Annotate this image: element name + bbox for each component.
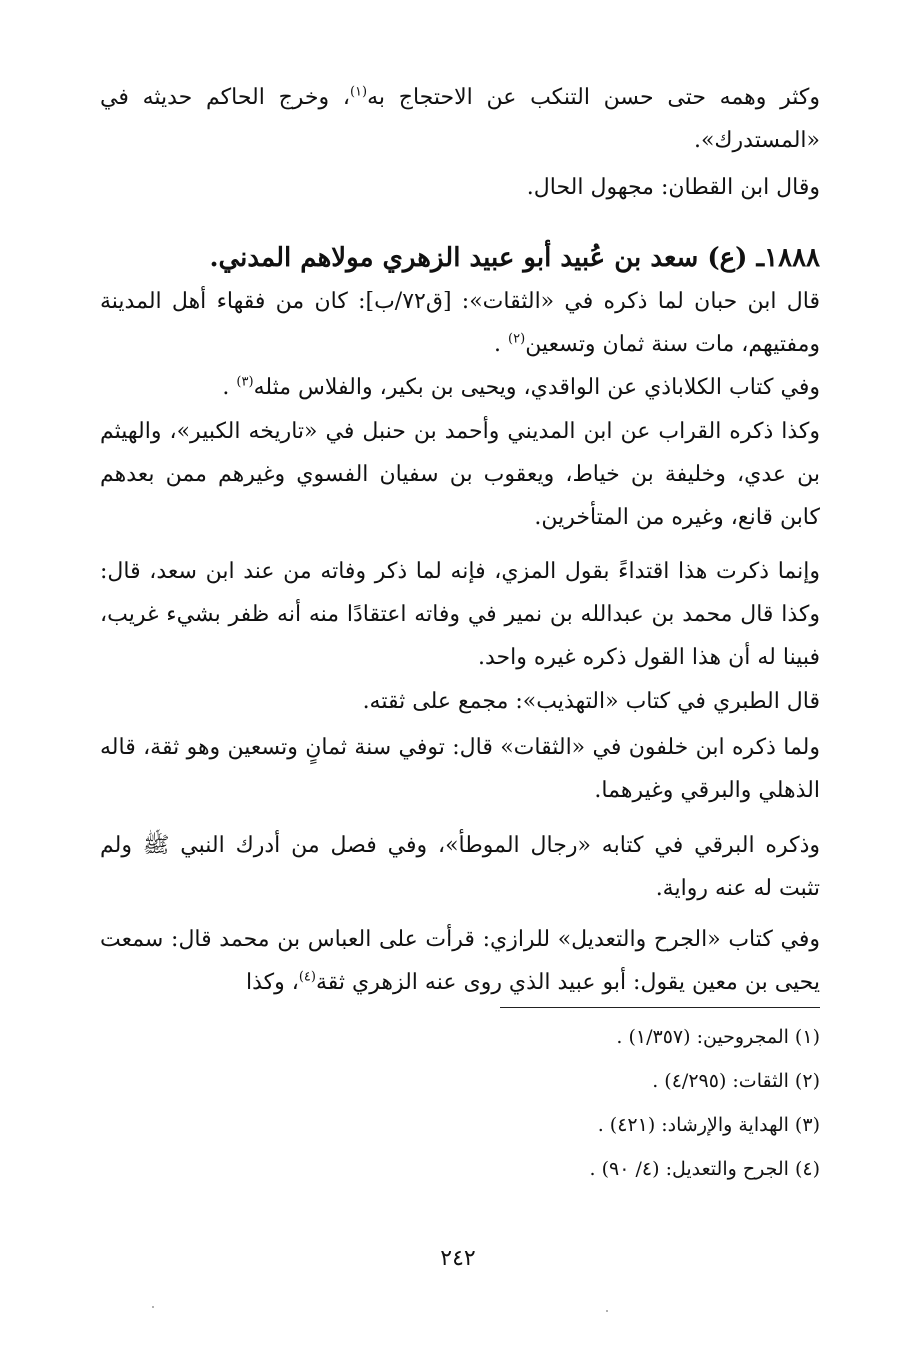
text-run: ولما ذكره ابن خلفون في «الثقات» قال: توفي سنة ثمانٍ وتسعين وهو ثقة، قاله الذهلي والبرقي وغيرهما. — [100, 735, 820, 803]
text-run: وذكره البرقي في كتابه «رجال الموطأ»، وفي فصل من أدرك النبي ﷺ ولم تثبت له عنه رواية. — [100, 833, 820, 901]
text-run: . — [494, 332, 509, 357]
paragraph — [100, 410, 820, 539]
text-run: ١٨٨٨ـ (ع) سعد بن عُبيد أبو عبيد الزهري مولاهم المدني. — [209, 243, 820, 273]
footnote-reference: (١) — [349, 84, 368, 100]
paragraph — [100, 726, 820, 812]
scan-speck — [152, 1306, 154, 1308]
paragraph — [100, 918, 820, 1004]
entry-heading — [100, 236, 820, 280]
text-run: قال ابن حبان لما ذكره في «الثقات»: [ق٧٢/ب]: كان من فقهاء أهل المدينة ومفتيهم، مات سنة ثمان وتسعين — [100, 289, 821, 357]
text-run: وكثر وهمه حتى حسن التنكب عن الاحتجاج به — [367, 85, 820, 110]
text-run: وفي كتاب «الجرح والتعديل» للرازي: قرأت على العباس بن محمد قال: سمعت يحيى بن معين يقول: أبو عبيد الذي روى عنه الزهري ثقة — [100, 927, 820, 995]
text-run: وفي كتاب الكلاباذي عن الواقدي، ويحيى بن بكير، والفلاس مثله — [253, 375, 820, 400]
text-run: . — [222, 375, 237, 400]
paragraph — [100, 76, 820, 162]
text-run: ، وخرج الحاكم حديثه في «المستدرك». — [100, 85, 820, 153]
footnote-separator — [500, 1007, 820, 1008]
footnote: (٤) الجرح والتعديل: (٤/ ٩٠) . — [589, 1158, 820, 1180]
text-run: ، وكذا — [245, 970, 299, 995]
footnote-reference: (٤) — [298, 969, 316, 985]
text-run: وقال ابن القطان: مجهول الحال. — [526, 175, 820, 200]
paragraph — [100, 166, 820, 209]
text-run: وإنما ذكرت هذا اقتداءً بقول المزي، فإنه لما ذكر وفاته من عند ابن سعد، قال: وكذا قال محمد بن عبدالله بن نمير في وفاته اعتقادًا منه أنه ظفر بشيء غريب، فبينا له أن هذا القول ذكره غيره واحد. — [100, 559, 820, 670]
scan-speck — [606, 1310, 608, 1312]
text-run: قال الطبري في كتاب «التهذيب»: مجمع على ثقته. — [362, 689, 820, 714]
paragraph — [100, 680, 820, 723]
footnote: (٢) الثقات: (٤/٢٩٥) . — [652, 1070, 820, 1092]
paragraph — [100, 824, 820, 910]
footnote: (١) المجروحين: (١/٣٥٧) . — [616, 1026, 820, 1048]
footnote-reference: (٣) — [236, 374, 254, 390]
footnote-reference: (٢) — [508, 331, 526, 347]
text-run: وكذا ذكره القراب عن ابن المديني وأحمد بن حنبل في «تاريخه الكبير»، والهيثم بن عدي، وخليفة بن خياط، ويعقوب بن سفيان الفسوي وغيرهم ممن بعدهم كابن قانع، وغيره من المتأخرين. — [100, 419, 820, 530]
paragraph — [100, 280, 820, 366]
footnote: (٣) الهداية والإرشاد: (٤٢١) . — [597, 1114, 820, 1136]
paragraph — [100, 366, 820, 409]
page-number: ٢٤٢ — [440, 1246, 476, 1271]
paragraph — [100, 550, 820, 679]
